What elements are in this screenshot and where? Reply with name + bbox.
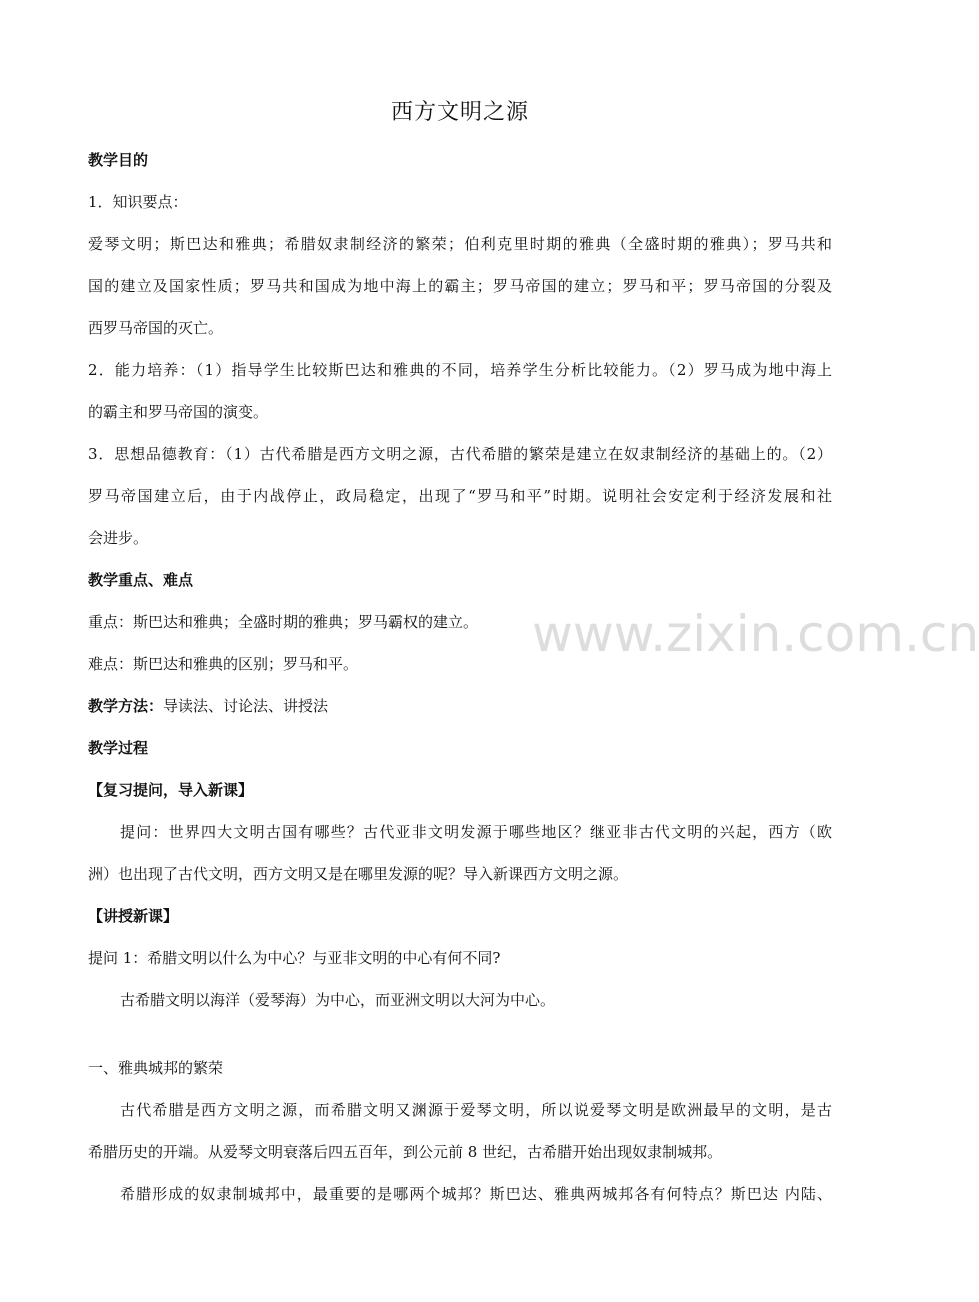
paragraph-line: 希腊历史的开端。从爱琴文明衰落后四五百年，到公元前 8 世纪，古希腊开始出现奴隶制城邦。 — [88, 1143, 723, 1161]
paragraph-line: 会进步。 — [88, 529, 149, 547]
paragraph-line: 罗马帝国建立后，由于内战停止，政局稳定，出现了“罗马和平”时期。说明社会安定利于经济发展和社 — [88, 487, 832, 505]
heading-key-points: 教学重点、难点 — [88, 571, 194, 589]
teaching-methods-line — [88, 696, 832, 716]
paragraph-line: 爱琴文明；斯巴达和雅典；希腊奴隶制经济的繁荣；伯利克里时期的雅典（全盛时期的雅典）；罗马共和 — [88, 235, 832, 253]
section-heading: 一、雅典城邦的繁荣 — [88, 1059, 224, 1077]
paragraph-line: 提问 1：希腊文明以什么为中心？与亚非文明的中心有何不同? — [88, 949, 501, 967]
paragraph-line: 3．思想品德教育：（1）古代希腊是西方文明之源，古代希腊的繁荣是建立在奴隶制经济的基础上的。（2） — [88, 445, 832, 463]
paragraph-line: 重点：斯巴达和雅典；全盛时期的雅典；罗马霸权的建立。 — [88, 613, 479, 631]
paragraph-line: 1．知识要点： — [88, 193, 188, 211]
teaching-methods-label: 教学方法： — [88, 697, 164, 715]
paragraph-line: 古代希腊是西方文明之源，而希腊文明又渊源于爱琴文明，所以说爱琴文明是欧洲最早的文明，是古 — [120, 1101, 832, 1119]
paragraph-line: 国的建立及国家性质；罗马共和国成为地中海上的霸主；罗马帝国的建立；罗马和平；罗马帝国的分裂及 — [88, 277, 832, 295]
paragraph-line: 的霸主和罗马帝国的演变。 — [88, 403, 269, 421]
paragraph-line: 古希腊文明以海洋（爱琴海）为中心，而亚洲文明以大河为中心。 — [120, 991, 556, 1009]
paragraph-line: 希腊形成的奴隶制城邦中，最重要的是哪两个城邦？斯巴达、雅典两城邦各有何特点？斯巴达 内陆、 — [120, 1185, 832, 1203]
heading-review: 【复习提问，导入新课】 — [88, 781, 254, 799]
heading-new-lesson: 【讲授新课】 — [88, 907, 179, 925]
document-title: 西方文明之源 — [390, 100, 529, 125]
heading-teaching-process: 教学过程 — [88, 739, 149, 757]
paragraph-line: 西罗马帝国的灭亡。 — [88, 319, 224, 337]
paragraph-line: 难点：斯巴达和雅典的区别；罗马和平。 — [88, 655, 359, 673]
teaching-methods-value: 导读法、讨论法、讲授法 — [163, 697, 329, 715]
watermark: www.zixin.com.cn — [532, 605, 979, 663]
paragraph-line: 洲）也出现了古代文明，西方文明又是在哪里发源的呢？导入新课西方文明之源。 — [88, 865, 629, 883]
paragraph-line: 提问：世界四大文明古国有哪些？古代亚非文明发源于哪些地区？继亚非古代文明的兴起，西方（欧 — [120, 823, 832, 841]
heading-teaching-goals: 教学目的 — [88, 151, 149, 169]
paragraph-line: 2．能力培养：（1）指导学生比较斯巴达和雅典的不同，培养学生分析比较能力。（2）罗马成为地中海上 — [88, 361, 832, 379]
